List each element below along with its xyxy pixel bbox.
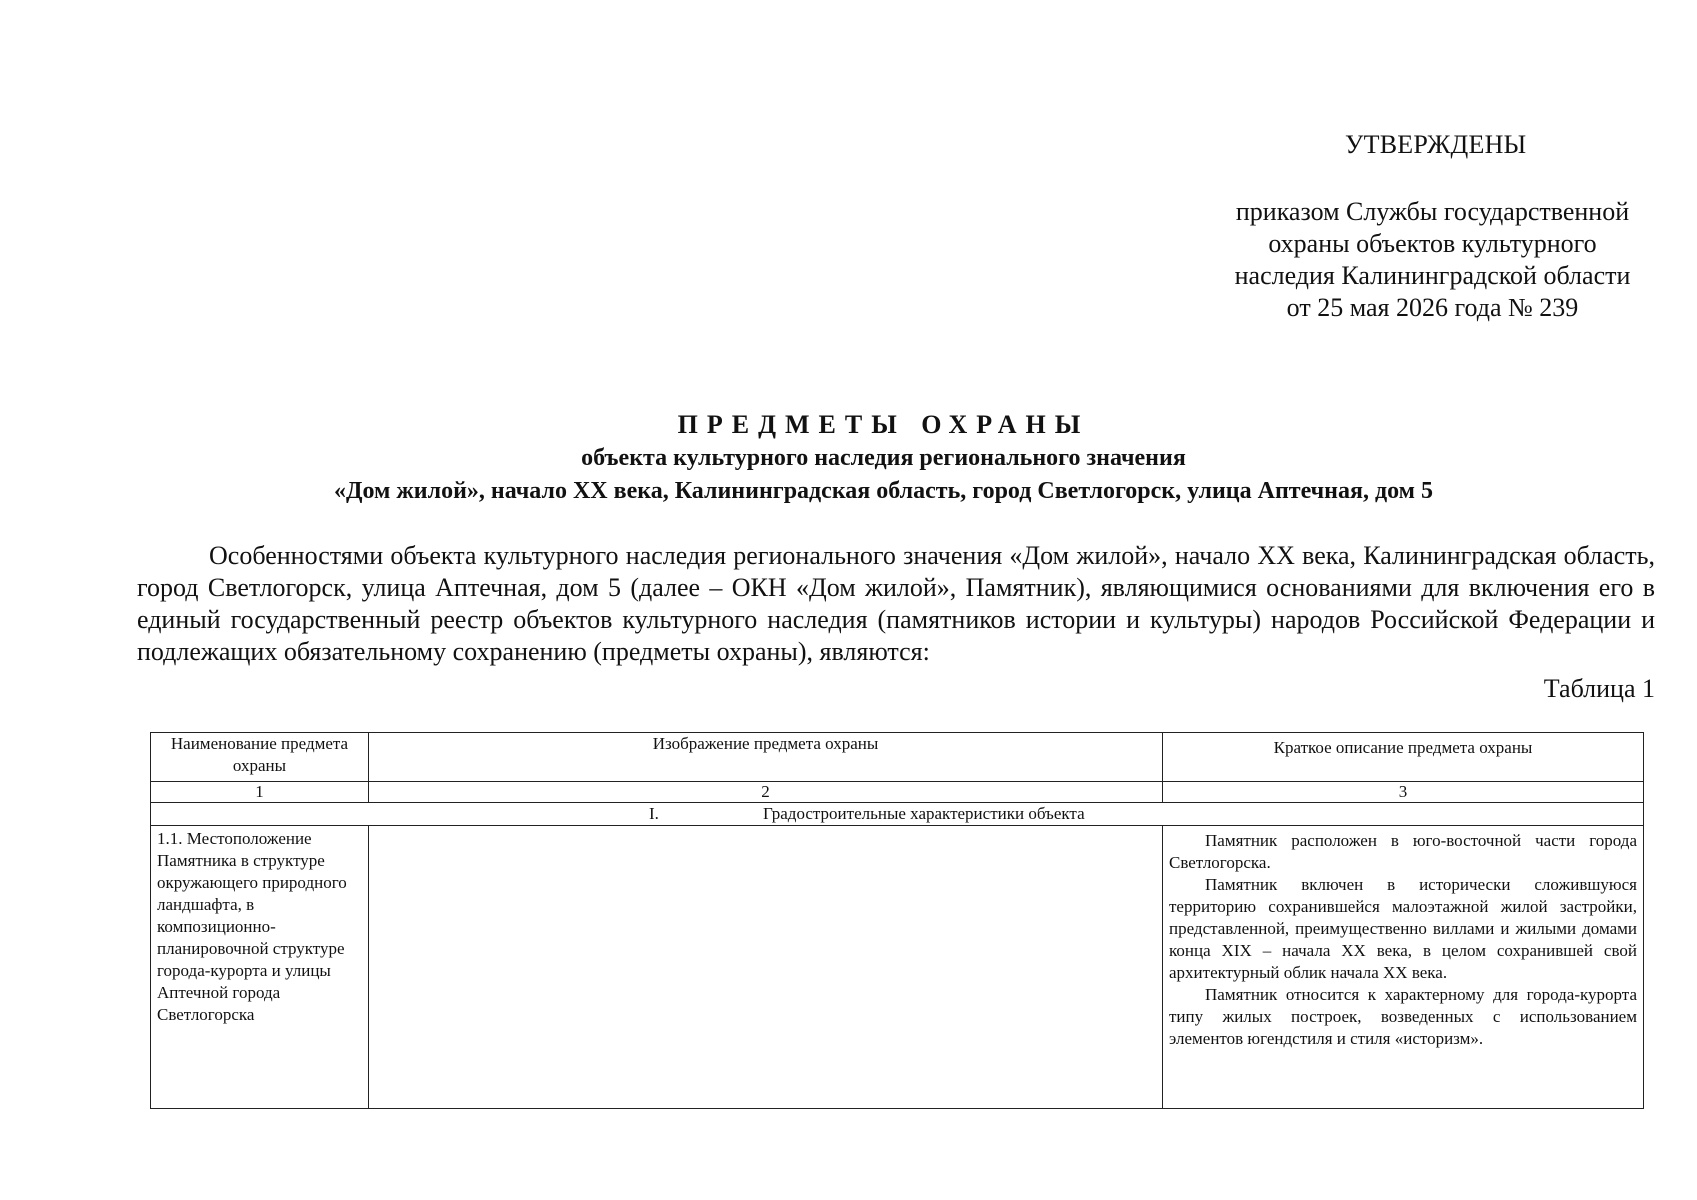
description-paragraph: Памятник расположен в юго-восточной части города Светлогорска. [1169,831,1637,872]
approval-block [1195,196,1670,324]
approval-line: приказом Службы государственной [1235,197,1630,226]
table-caption: Таблица 1 [1543,674,1655,703]
description-paragraph: Памятник относится к характерному для города-курорта типу жилых построек, возведенных с использованием элементов югендстиля и стиля «историзм». [1169,985,1637,1048]
column-number: 3 [1163,782,1644,803]
document-heading [0,408,1697,508]
item-name-cell: 1.1. Местоположение Памятника в структуре окружающего природного ландшафта, в композиционно-планировочной структуре города-курорта и улицы Аптечной города Светлогорска [151,826,369,1109]
item-image-cell [369,826,1163,1109]
column-number: 2 [369,782,1163,803]
approval-title: УТВЕРЖДЕНЫ [1345,130,1527,159]
description-paragraph: Памятник включен в исторически сложившуюся территорию сохранившейся малоэтажной жилой застройки, представленной, преимущественно виллами и жилыми домами конца XIX – начала XX века, в целом сохранившей свой архитектурный облик начала XX века. [1169,875,1637,982]
approval-line: охраны объектов культурного [1268,229,1597,258]
item-description-cell [1163,826,1644,1109]
column-header-description: Краткое описание предмета охраны [1163,733,1644,782]
column-numbers-row [151,782,1644,803]
column-header-image: Изображение предмета охраны [369,733,1163,782]
column-header-name: Наименование предмета охраны [151,733,369,782]
heading-subtitle: объекта культурного наследия регионального значения [581,445,1186,471]
table-row [151,826,1644,1109]
column-number: 1 [151,782,369,803]
approval-line: наследия Калининградской области [1234,261,1631,290]
section-title: Градостроительные характеристики объекта [763,804,1085,823]
approval-date-line: от 25 мая 2026 года № 239 [1286,293,1579,322]
heading-object-name: «Дом жилой», начало XX века, Калининградская область, город Светлогорск, улица Аптечная, дом 5 [333,478,1434,504]
section-number: I. [649,804,659,823]
table-header-row [151,733,1644,782]
heading-title: ПРЕДМЕТЫ ОХРАНЫ [677,410,1090,439]
section-row [151,803,1644,826]
intro-paragraph: Особенностями объекта культурного наследия регионального значения «Дом жилой», начало XX века, Калининградская область, город Светлогорск, улица Аптечная, дом 5 (далее – ОКН «Дом жилой», Памятник), являющимися основаниями для включения его в единый государственный реестр объектов культурного наследия (памятников истории и культуры) народов Российской Федерации и подлежащих обязательному сохранению (предметы охраны), являются: [137,541,1655,666]
protection-items-table [150,732,1644,1109]
